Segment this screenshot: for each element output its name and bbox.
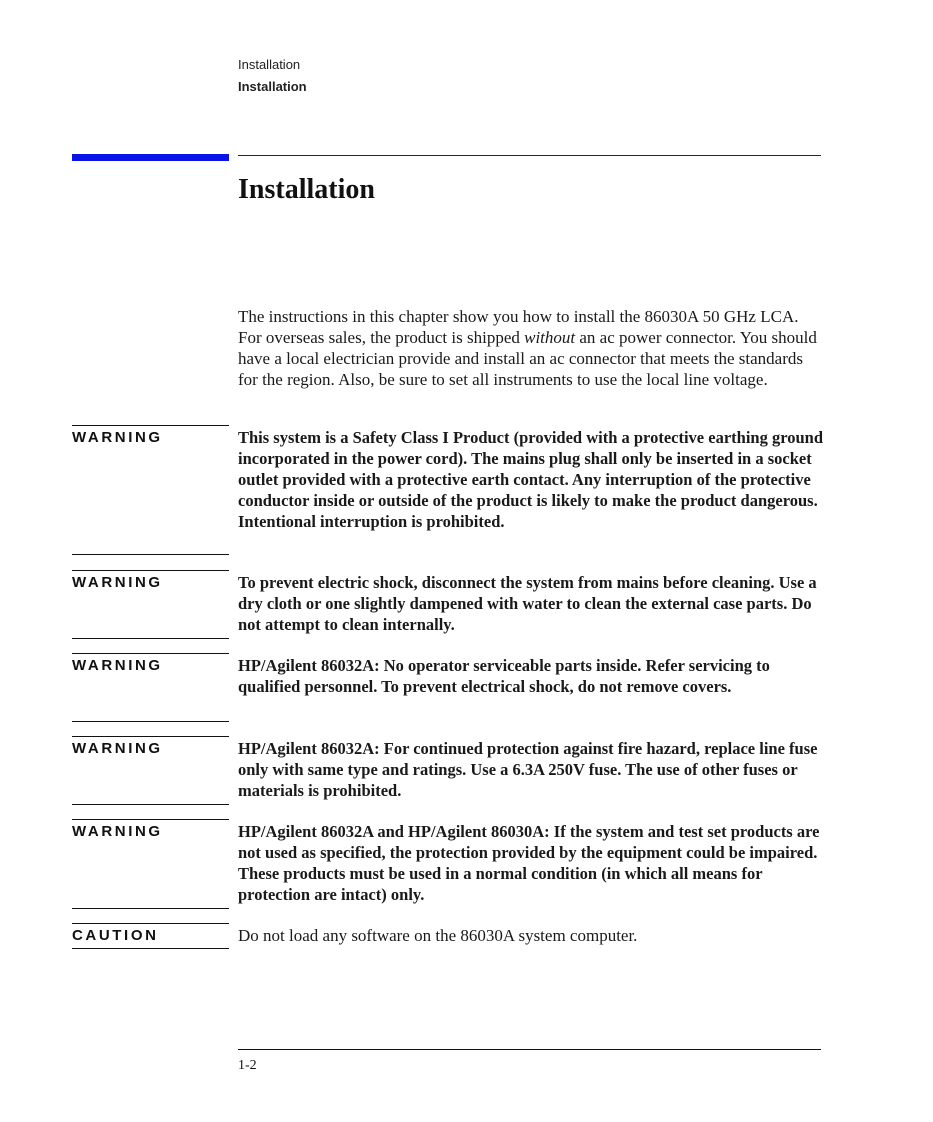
note-label: WARNING bbox=[72, 570, 229, 591]
note-divider bbox=[72, 948, 229, 949]
note-label: CAUTION bbox=[72, 923, 229, 944]
note-divider bbox=[72, 638, 229, 639]
note-label: WARNING bbox=[72, 736, 229, 757]
running-header bbox=[238, 54, 307, 98]
footer-rule bbox=[238, 1049, 821, 1050]
note-divider bbox=[72, 554, 229, 555]
note-divider bbox=[72, 721, 229, 722]
note-label: WARNING bbox=[72, 819, 229, 840]
note-text: This system is a Safety Class I Product (provided with a protective earthing ground incorporated in the power cord). The mains plug shall only be inserted in a socket outlet provided with a protective earth contact. Any interruption of the protective conductor inside or outside of the product is likely to make the product dangerous. Intentional interruption is prohibited. bbox=[238, 428, 824, 531]
note-divider bbox=[72, 908, 229, 909]
note-label: WARNING bbox=[72, 425, 229, 446]
page-number: 1-2 bbox=[238, 1058, 257, 1073]
header-chapter: Installation bbox=[238, 57, 301, 72]
note-text: HP/Agilent 86032A: No operator serviceable parts inside. Refer servicing to qualified personnel. To prevent electrical shock, do not remove covers. bbox=[238, 656, 770, 696]
intro-paragraph bbox=[238, 306, 823, 390]
page-title: Installation bbox=[238, 174, 375, 205]
note-text: HP/Agilent 86032A: For continued protection against fire hazard, replace line fuse only with same type and ratings. Use a 6.3A 250V fuse. The use of other fuses or materials is prohibited. bbox=[238, 739, 818, 800]
note-text: HP/Agilent 86032A and HP/Agilent 86030A: If the system and test set products are not used as specified, the protection provided by the equipment could be impaired. These products must be used in a normal condition (in which all means for protection are intact) only. bbox=[238, 822, 820, 904]
header-section: Installation bbox=[238, 79, 307, 94]
intro-text-before: The instructions in this chapter show you how to install the 86030A 50 GHz LCA. For overseas sales, the product is shipped bbox=[238, 307, 799, 347]
note-text: Do not load any software on the 86030A system computer. bbox=[238, 926, 638, 945]
note-text: To prevent electric shock, disconnect the system from mains before cleaning. Use a dry cloth or one slightly dampened with water to clean the external case parts. Do not attempt to clean internally. bbox=[238, 573, 817, 634]
note-divider bbox=[72, 804, 229, 805]
intro-text-after: an ac power connector. You should have a local electrician provide and install an ac connector that meets the standards for the region. Also, be sure to set all instruments to use the local line voltage. bbox=[238, 328, 817, 389]
chapter-accent-bar bbox=[72, 154, 229, 161]
note-label: WARNING bbox=[72, 653, 229, 674]
intro-emphasis: without bbox=[524, 328, 576, 347]
title-rule bbox=[238, 155, 821, 156]
